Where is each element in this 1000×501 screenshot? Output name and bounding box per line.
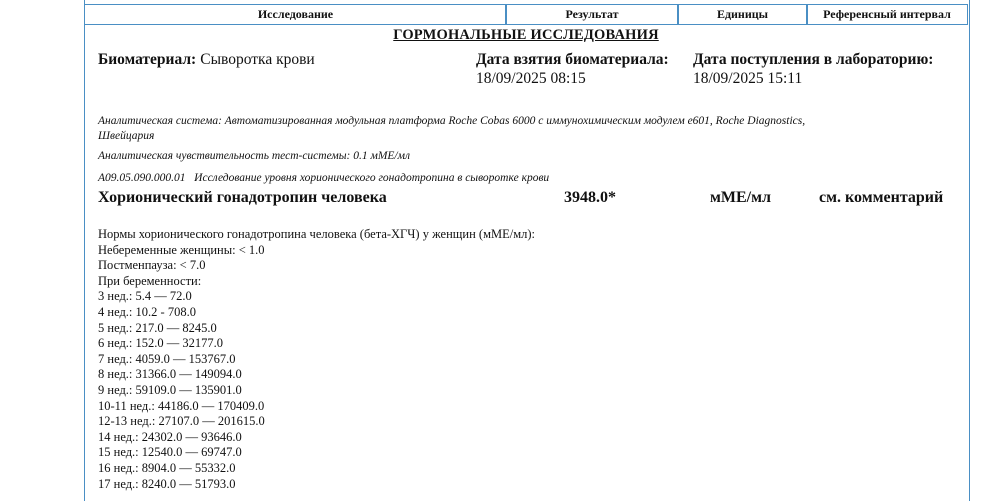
norms-line: 9 нед.: 59109.0 — 135901.0 <box>98 382 242 397</box>
service-line <box>98 172 549 184</box>
norms-line: 14 нед.: 24302.0 — 93646.0 <box>98 429 242 444</box>
norms-line: 4 нед.: 10.2 - 708.0 <box>98 304 196 319</box>
service-name: Исследование уровня хорионического гонадотропина в сыворотке крови <box>194 172 550 184</box>
norms-line: 6 нед.: 152.0 — 32177.0 <box>98 336 224 351</box>
test-units: мМЕ/мл <box>710 189 771 206</box>
test-result: 3948.0* <box>564 189 616 206</box>
collection-date-value: 18/09/2025 08:15 <box>476 70 586 87</box>
collection-date-label: Дата взятия биоматериала: <box>476 51 669 68</box>
header-reference: Референсный интервал <box>806 4 968 25</box>
norms-line: 3 нед.: 5.4 — 72.0 <box>98 289 192 304</box>
norms-line: 15 нед.: 12540.0 — 69747.0 <box>98 445 242 460</box>
norms-line: 10-11 нед.: 44186.0 — 170409.0 <box>98 398 265 413</box>
collection-date <box>476 51 669 88</box>
norms-line: 5 нед.: 217.0 — 8245.0 <box>98 320 217 335</box>
service-code: A09.05.090.000.01 <box>98 172 186 184</box>
lab-date-value: 18/09/2025 15:11 <box>693 70 803 87</box>
norms-comment <box>98 227 535 492</box>
header-units: Единицы <box>677 4 808 25</box>
sensitivity: Аналитическая чувствительность тест-системы: 0.1 мМЕ/мл <box>98 150 410 162</box>
norms-line: 8 нед.: 31366.0 — 149094.0 <box>98 367 242 382</box>
header-research: Исследование <box>84 4 507 25</box>
lab-date-label: Дата поступления в лабораторию: <box>693 51 934 68</box>
norms-title: Нормы хорионического гонадотропина человека (бета-ХГЧ) у женщин (мМЕ/мл): <box>98 227 535 241</box>
norms-line: Небеременные женщины: < 1.0 <box>98 242 265 257</box>
test-reference: см. комментарий <box>819 189 944 206</box>
norms-line: Постменпауза: < 7.0 <box>98 258 206 273</box>
norms-line: 12-13 нед.: 27107.0 — 201615.0 <box>98 414 265 429</box>
header-result: Результат <box>505 4 679 25</box>
norms-line: 17 нед.: 8240.0 — 51793.0 <box>98 476 236 491</box>
section-title: ГОРМОНАЛЬНЫЕ ИССЛЕДОВАНИЯ <box>393 27 659 43</box>
biomaterial-value: Сыворотка крови <box>200 51 315 68</box>
analytic-system-line2: Швейцария <box>98 130 155 142</box>
norms-line: При беременности: <box>98 273 202 288</box>
norms-line: 16 нед.: 8904.0 — 55332.0 <box>98 460 236 475</box>
biomaterial-label: Биоматериал: <box>98 51 197 68</box>
lab-date <box>693 51 933 88</box>
biomaterial <box>98 51 315 69</box>
test-name: Хорионический гонадотропин человека <box>98 189 387 206</box>
norms-line: 7 нед.: 4059.0 — 153767.0 <box>98 351 236 366</box>
analytic-system-line1: Аналитическая система: Автоматизированная модульная платформа Roche Cobas 6000 с иммунохимическим модулем е601, Roche Diagnostics, <box>98 115 806 127</box>
